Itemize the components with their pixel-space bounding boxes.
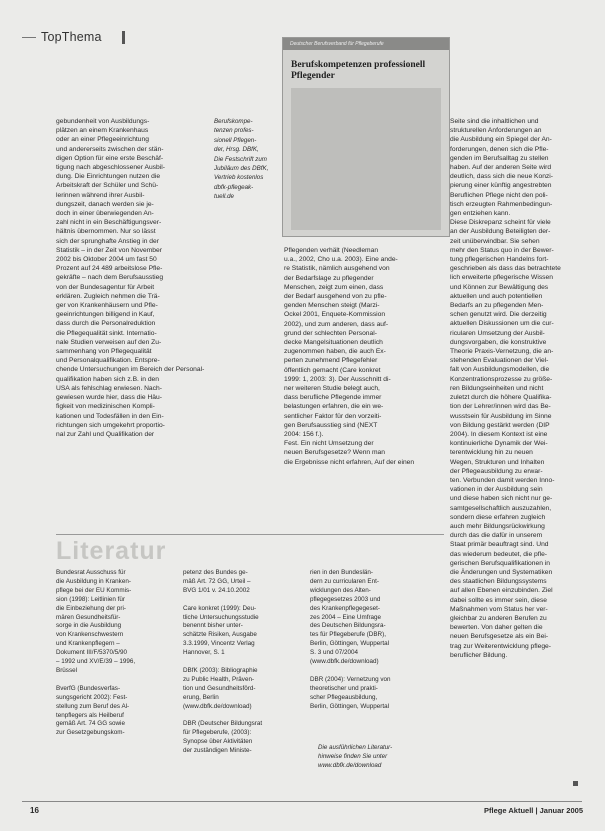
body-column-3 [450, 117, 580, 660]
body-column-2 [284, 246, 434, 467]
body-column-1-text: gebundenheit von Ausbildungs- plätzen an einem Krankenhaus oder an einer Pflegeeinrichtung und andererseits zwischen der stän- digen Option für eine erste Beschäf- tigung nach abgeschlossener Ausbil- dung. Die Einrichtungen nutzen die Arbeitskraft der Schüler und Schü- lerinnen während ihrer Ausbil- dungszeit, danach werden sie je- doch in einer überwiegenden An- zahl nicht in ein Beschäftigungsver- hältnis übernommen. Nur so lässt sich der sprunghafte Anstieg in der Statistik – in der Zeit von November 2002 bis Oktober 2004 um fast 50 Prozent auf 24 489 arbeitslose Pfle- gekräfte – nach dem Berufsausstieg von der Bundesagentur für Arbeit erklären. Zugleich nehmen die Trä- ger von Krankenhäusern und Pfle- geeinrichtungen billigend in Kauf, dass durch die Personalreduktion die Pflegequalität sinkt. Internatio- nale Studien verweisen auf den Zu- sammenhang von Pflegequalität und Personalqualifikation. Entspre- chende Untersuchungen im Bereich der Personal- qualifikation haben sich z.B. in den USA als fehlschlag erwiesen. Nach- gewiesen wurde hier, dass die Häu- figkeit von medizinischen Kompli- kationen und Todesfällen in den Ein- richtungen sich umgekehrt proportio- nal zur Zahl und Qualifikation der [56, 118, 205, 438]
literature-footnote [318, 743, 438, 770]
header-bar-mark [122, 31, 125, 44]
literature-col-3 [310, 569, 438, 712]
literature-box [56, 534, 444, 795]
footer-rule [22, 801, 582, 802]
literature-col-2 [183, 569, 301, 756]
book-cover-series: Deutscher Berufsverband für Pflegeberufe [290, 41, 384, 47]
book-cover-title: Berufskompetenzen professionell Pflegender [291, 60, 426, 81]
body-column-3-text: Seite sind die inhaltlichen und strukturellen Anforderungen an die Ausbildung ein Spiegel der An- forderungen, denen sich die Pfle- genden im Berufsalltag zu stellen haben. Auf der anderen Seite wird deutlich, dass sich die neue Konzi- pierung einer künftig angestrebten Beruflichen Pflege nicht den poli- tisch erzeugten Rahmenbedingun- gen entziehen kann. Diese Diskrepanz scheint für viele an der Ausbildung Beteiligten der- zeit unüberwindbar. Sie sehen mehr den Status quo in der Bewer- tung pflegerischen Handelns fort- geschrieben als dass das betrachtete lich erweiterte pflegerische Wissen und Können zur Bewältigung des aktuellen und auch potentiellen Bedarfs an zu pflegenden Men- schen genutzt wird. Die derzeitig aktuellen Diskussionen um die cur- ricularen Umsetzung der Ausbil- dungsvorgaben, die konstruktive Theorie Praxis-Vernetzung, die an- stehenden Evaluationen der Viel- falt von Ausbildungsmodellen, die Konzentrationsprozesse zu größe- ren Bildungseinheiten und nicht zuletzt durch die höhere Qualifika- tion der Lehrer/innen wird das Be- wusstsein für Ausbildung im Sinne von Bildung gestärkt werden (DIP 2004). In diesem Kontext ist eine kontinuierliche Dynamik der Wei- terentwicklung hin zu neuen Wegen, Strukturen und Inhalten der Pflegeausbildung zu erwar- ten. Verbunden damit werden Inno- vationen in der Ausbildung sein und diese haben sich nicht nur ge- samtgesellschaftlich auszuzahlen, sondern diese erfahren zugleich auch mehr Bildungsrückwirkung durch das die dafür in unserem Staat primär beauftragt sind. Und das wiederum bedeutet, die pfle- gerischen Berufsqualifikationen in die Änderungen und Systematiken des staatlichen Bildungssystems auf allen Ebenen einzubinden. Ziel dabei sollte es immer sein, diese Maßnahmen vom Status her ver- gleichbar zu anderen Berufen zu bewerten. Von daher gelten die neuen Berufsgesetze als ein Bei- trag zur Weiterentwicklung pflege- beruflicher Bildung. [450, 118, 561, 659]
book-cover-image [282, 37, 450, 237]
literature-col-1 [56, 569, 174, 738]
header-rule-left [22, 37, 36, 38]
literature-heading: Literatur [56, 537, 167, 565]
section-label: TopThema [41, 30, 102, 44]
literature-col-3-text: rien in den Bundeslän- dern zu curricularen Ent- wicklungen des Alten- pflegegesetzes 2003 und des Krankenpflegegeset- zes 2004 – Eine Umfrage des Deutschen Bildungsra- tes für Pflegeberufe (DBR), Berlin, Göttingen, Wuppertal S. 3 und 07/2004 (www.dbfk.de/download) DBR (2004): Vernetzung von theoretischer und prakti- scher Pflegeausbildung, Berlin, Göttingen, Wuppertal [310, 569, 391, 710]
image-caption-text: Berufskompe- tenzen profes- sionell Pflegen- der, Hrsg. DBfK, Die Festschrift zum Jubiläum des DBfK, Vertrieb kostenlos dbfk-pflegeak- tuell.de [214, 118, 269, 201]
body-column-2-text: Pflegenden verhält (Needleman u.a., 2002, Cho u.a. 2003). Eine ande- re Statistik, nämlich ausgehend von der Bedarfslage zu pflegender Menschen, zeigt zum einen, dass der Bedarf ausgehend von zu pfle- genden Menschen steigt (Marzi- Ockel 2001, Enquete-Kommission 2002), und zum anderen, dass auf- grund der schlechten Personal- decke Mangelsituationen deutlich zugenommen haben, die auch Ex- perten zunehmend Pflegefehler öffentlich gemacht (Care konkret 1999: 1, 2003: 3). Der Ausschnitt di- ner weiteren Studie belegt auch, dass berufliche Pflegende immer belastungen erfahren, die ein we- sentlicher Faktor für den vorzeiti- gen Berufsausstieg sind (NEXT 2004: 156 f.). Fest. Ein nicht Umsetzung der neuen Berufsgesetze? Wenn man die Ergebnisse nicht erfahren, Auf der einen [284, 247, 415, 466]
body-column-1 [56, 117, 206, 439]
literature-footnote-text: Die ausführlichen Literatur- hinweise finden Sie unter www.dbfk.de/download [318, 744, 393, 769]
literature-col-1-text: Bundesrat Ausschuss für die Ausbildung in Kranken- pflege bei der EU Kommis- sion (1998): Leitlinien für die Einbeziehung der pri- mären Gesundheitsfür- sorge in die Ausbildung von Krankenschwestern und Krankenpflegern – Dokument III/F/5370/5/90 – 1992 und XV/E/39 – 1996, Brüssel BverfG (Bundesverfas- sungsgericht 2002): Fest- stellung zum Beruf des Al- tenpflegers als Heilberuf gemäß Art. 74 GG sowie zur Gesetzgebungskom- [56, 569, 136, 737]
journal-footer: Pflege Aktuell | Januar 2005 [484, 806, 583, 815]
article-end-mark [573, 781, 578, 786]
book-cover-art [291, 88, 441, 230]
section-header [22, 28, 142, 46]
image-caption [214, 117, 276, 202]
literature-col-2-text: petenz des Bundes ge- mäß Art. 72 GG, Urteil – BVG 1/01 v. 24.10.2002 Care konkret (1999): Deu- tliche Untersuchungsstudie benennt bisher unter- schätzte Risiken, Ausgabe 3.3.1999, Vincentz Verlag Hannover, S. 1 DBfK (2003): Bibliographie zu Public Health, Präven- tion und Gesundheitsförd- erung, Berlin (www.dbfk.de/download) DBR (Deutscher Bildungsrat für Pflegeberufe, (2003): Synopse über Aktivitäten der zuständigen Ministe- [183, 569, 263, 755]
page-number: 16 [30, 806, 39, 815]
